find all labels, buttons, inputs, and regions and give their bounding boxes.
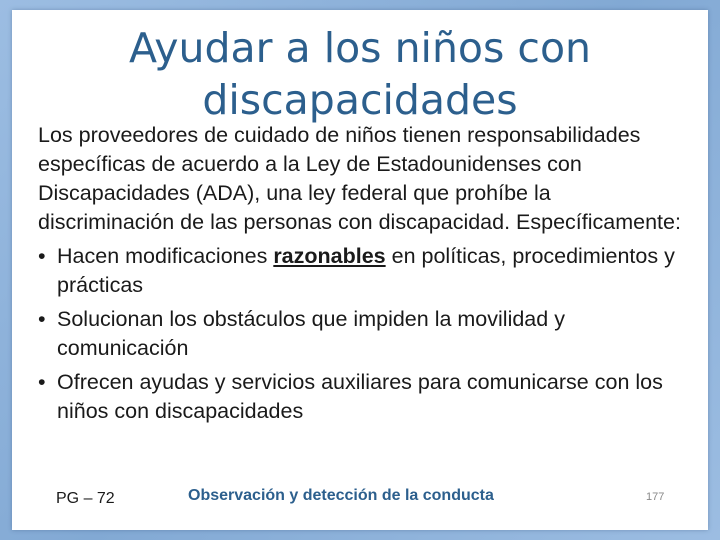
list-item: [38, 368, 688, 426]
bullet-list: [38, 242, 688, 426]
title-line-2: discapacidades: [202, 76, 518, 124]
emphasis-text: razonables: [273, 244, 386, 268]
bullet-icon: •: [38, 244, 46, 268]
slide-title: [0, 22, 720, 126]
list-item-text: Solucionan los obstáculos que impiden la movilidad y comunicación: [57, 307, 565, 360]
intro-paragraph: Los proveedores de cuidado de niños tienen responsabilidades específicas de acuerdo a la Ley de Estadounidenses con Discapacidades (ADA), una ley federal que prohíbe la discriminación de las personas con discapacidad. Específicamente:: [38, 123, 681, 234]
slide-body: [38, 121, 688, 426]
bullet-icon: •: [38, 370, 46, 394]
bullet-icon: •: [38, 307, 46, 331]
list-item: [38, 305, 688, 363]
footer-course-title: Observación y detección de la conducta: [188, 487, 494, 504]
title-line-1: Ayudar a los niños con: [128, 24, 592, 72]
list-item-text-before: Hacen modificaciones: [57, 244, 274, 268]
list-item: [38, 242, 688, 300]
footer-page-reference: PG – 72: [56, 490, 115, 507]
list-item-text: Ofrecen ayudas y servicios auxiliares para comunicarse con los niños con discapacidades: [57, 370, 663, 423]
slide-number: 177: [646, 491, 665, 503]
list-item-text-after: en políticas, procedimientos y prácticas: [57, 244, 675, 297]
